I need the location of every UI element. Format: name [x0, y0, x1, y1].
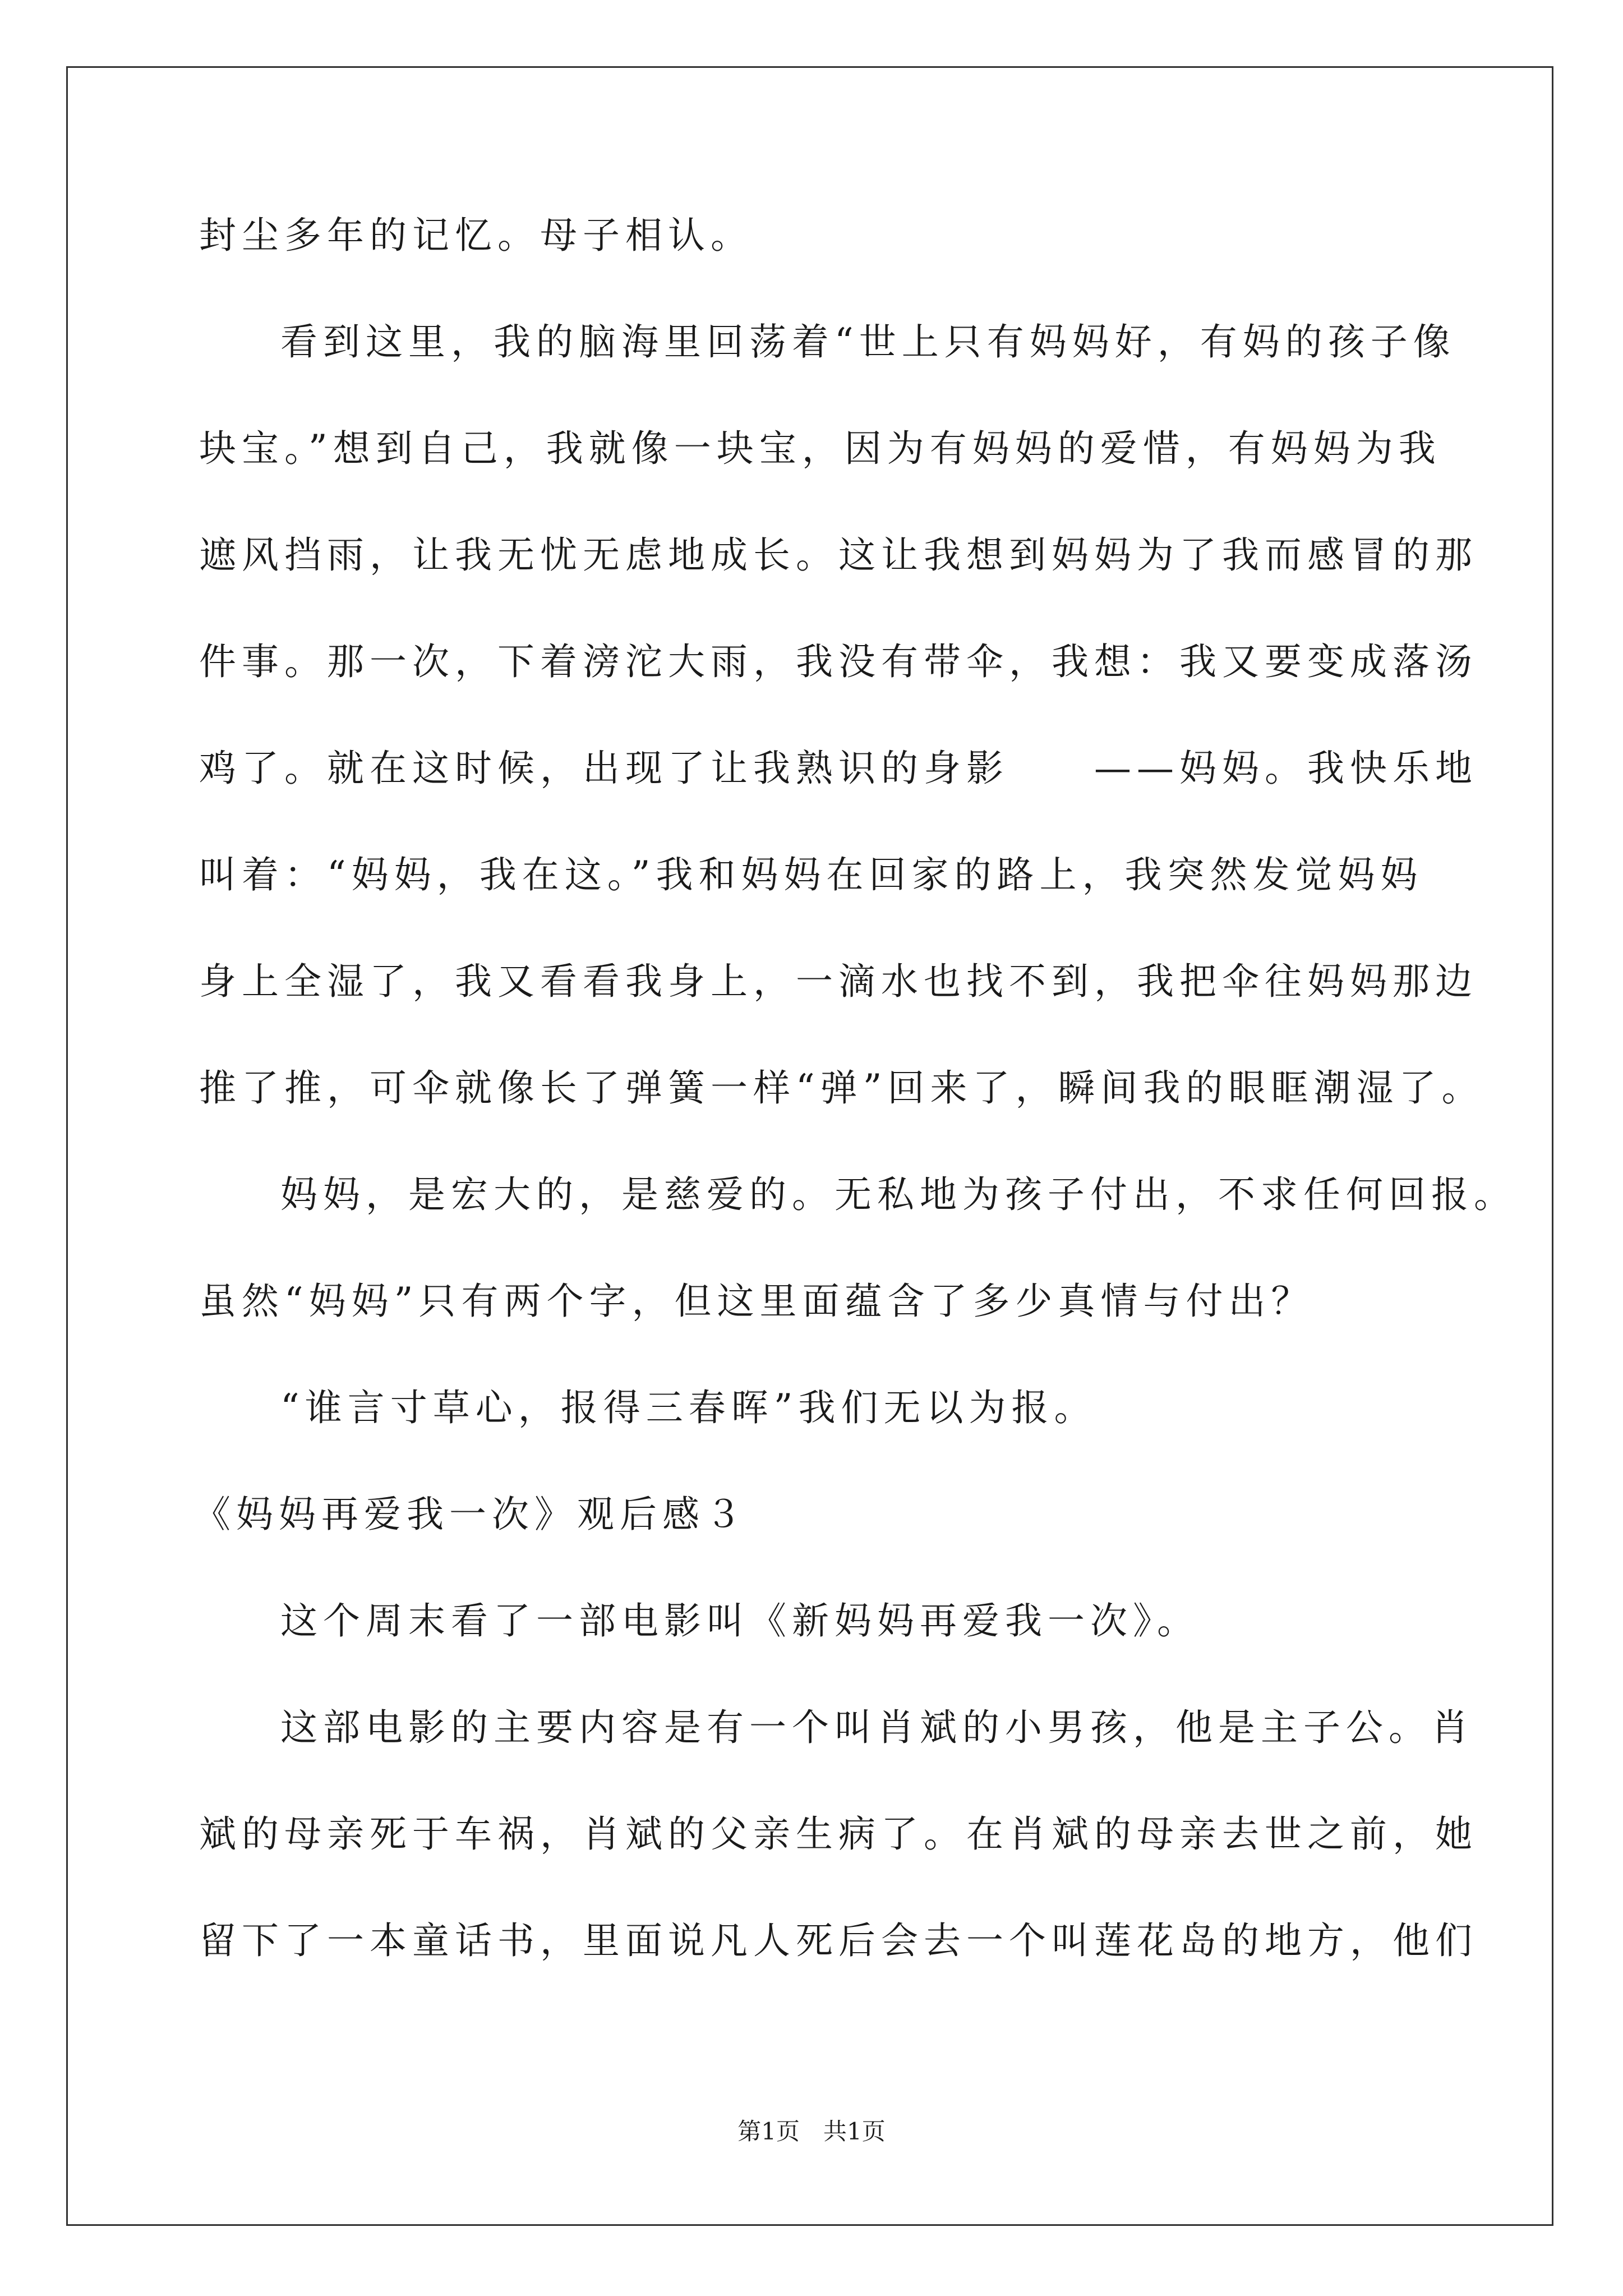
text-line: 留下了一本童话书，里面说凡人死后会去一个叫莲花岛的地方，他们 [199, 1919, 1478, 1962]
paragraph-start-line: 这个周末看了一部电影叫《新妈妈再爱我一次》。 [280, 1599, 1200, 1642]
text-line: 推了推，可伞就像长了弹簧一样“弹”回来了，瞬间我的眼眶潮湿了。 [199, 1066, 1484, 1110]
section-heading: 《妈妈再爱我一次》观后感３ [193, 1493, 748, 1536]
text-line: 遮风挡雨，让我无忧无虑地成长。这让我想到妈妈为了我而感冒的那 [199, 533, 1478, 577]
text-line: 鸡了。就在这时候，出现了让我熟识的身影 ——妈妈。我快乐地 [199, 747, 1478, 790]
paragraph-start-line: “谁言寸草心，报得三春晖”我们无以为报。 [280, 1386, 1097, 1429]
text-line: 虽然“妈妈”只有两个字，但这里面蕴含了多少真情与付出？ [199, 1280, 1314, 1323]
text-line: 件事。那一次，下着滂沱大雨，我没有带伞，我想：我又要变成落汤 [199, 640, 1478, 683]
paragraph-start-line: 妈妈，是宏大的，是慈爱的。无私地为孩子付出，不求任何回报。 [280, 1173, 1516, 1216]
page-border [66, 66, 1553, 2226]
paragraph-start-line: 这部电影的主要内容是有一个叫肖斌的小男孩，他是主子公。肖 [280, 1706, 1474, 1749]
paragraph-start-line: 看到这里，我的脑海里回荡着“世上只有妈妈好，有妈的孩子像 [280, 320, 1456, 364]
text-line: 块宝。”想到自己，我就像一块宝，因为有妈妈的爱惜，有妈妈为我 [199, 427, 1441, 470]
text-line: 身上全湿了，我又看看我身上，一滴水也找不到，我把伞往妈妈那边 [199, 960, 1478, 1003]
text-line: 封尘多年的记忆。母子相认。 [199, 214, 753, 257]
page-footer: 第1页 共1页 [737, 2118, 886, 2145]
text-line: 叫着：“妈妈，我在这。”我和妈妈在回家的路上，我突然发觉妈妈 [199, 853, 1423, 896]
text-line: 斌的母亲死于车祸，肖斌的父亲生病了。在肖斌的母亲去世之前，她 [199, 1812, 1478, 1856]
